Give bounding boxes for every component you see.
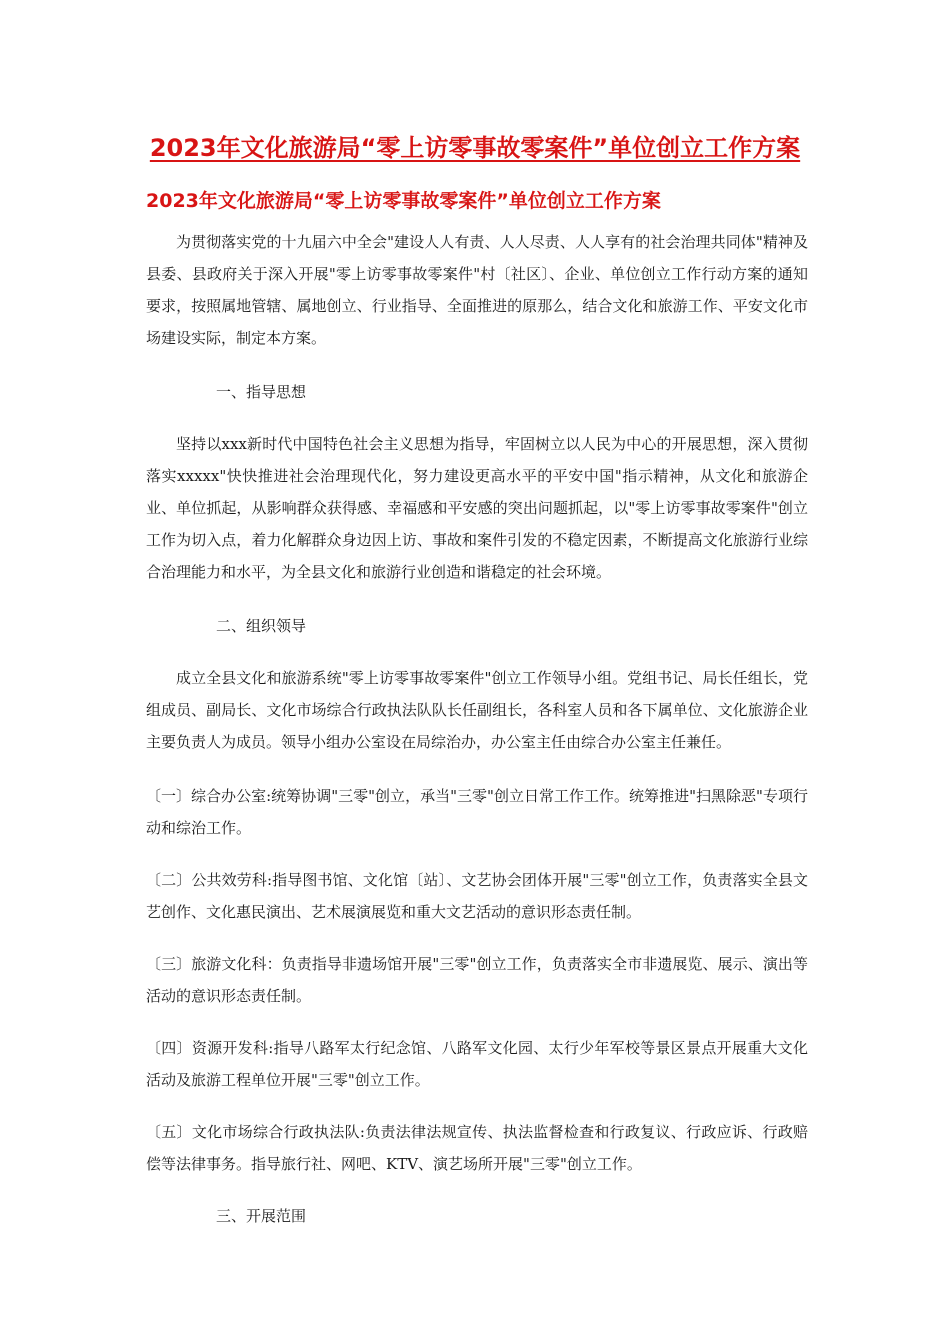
guiding-ideology-paragraph: 坚持以xxx新时代中国特色社会主义思想为指导，牢固树立以人民为中心的开展思想，深入贯彻落实xxxxx"快快推进社会治理现代化，努力建设更高水平的平安中国"指示精神，从文化和旅游企业、单位抓起，从影响群众获得感、幸福感和平安感的突出问题抓起，以"零上访零事故零案件"创立工作为切入点，着力化解群众身边因上访、事故和案件引发的不稳定因素，不断提高文化旅游行业综合治理能力和水平，为全县文化和旅游行业创造和谐稳定的社会环境。 (146, 435, 808, 581)
document-subtitle: 2023年文化旅游局“零上访零事故零案件”单位创立工作方案 (146, 190, 661, 212)
section-heading-guiding-ideology: 一、指导思想 (216, 383, 307, 401)
duty-item-tourism-culture: 〔三〕旅游文化科：负责指导非遗场馆开展"三零"创立工作，负责落实全市非遗展览、展示、演出等活动的意识形态责任制。 (146, 955, 808, 1005)
section-heading-organization: 二、组织领导 (216, 617, 307, 635)
organization-paragraph: 成立全县文化和旅游系统"零上访零事故零案件"创立工作领导小组。党组书记、局长任组长，党组成员、副局长、文化市场综合行政执法队队长任副组长，各科室人员和各下属单位、文化旅游企业主要负责人为成员。领导小组办公室设在局综治办，办公室主任由综合办公室主任兼任。 (146, 669, 808, 751)
duty-item-public-service: 〔二〕公共效劳科:指导图书馆、文化馆〔站〕、文艺协会团体开展"三零"创立工作，负责落实全县文艺创作、文化惠民演出、艺术展演展览和重大文艺活动的意识形态责任制。 (146, 871, 808, 921)
document-title: 2023年文化旅游局“零上访零事故零案件”单位创立工作方案 (149, 134, 801, 162)
duty-item-general-office: 〔一〕综合办公室:统筹协调"三零"创立，承当"三零"创立日常工作工作。统筹推进"扫黑除恶"专项行动和综治工作。 (146, 787, 808, 837)
intro-paragraph: 为贯彻落实党的十九届六中全会"建设人人有责、人人尽责、人人享有的社会治理共同体"精神及县委、县政府关于深入开展"零上访零事故零案件"村〔社区〕、企业、单位创立工作行动方案的通知要求，按照属地管辖、属地创立、行业指导、全面推进的原那么，结合文化和旅游工作、平安文化市场建设实际，制定本方案。 (146, 233, 808, 347)
duty-item-law-enforcement: 〔五〕文化市场综合行政执法队:负责法律法规宣传、执法监督检查和行政复议、行政应诉、行政赔偿等法律事务。指导旅行社、网吧、KTV、演艺场所开展"三零"创立工作。 (146, 1123, 808, 1173)
document-body (146, 226, 808, 1254)
section-heading-scope: 三、开展范围 (216, 1207, 307, 1225)
duty-item-resource-development: 〔四〕资源开发科:指导八路军太行纪念馆、八路军文化园、太行少年军校等景区景点开展重大文化活动及旅游工程单位开展"三零"创立工作。 (146, 1039, 808, 1089)
